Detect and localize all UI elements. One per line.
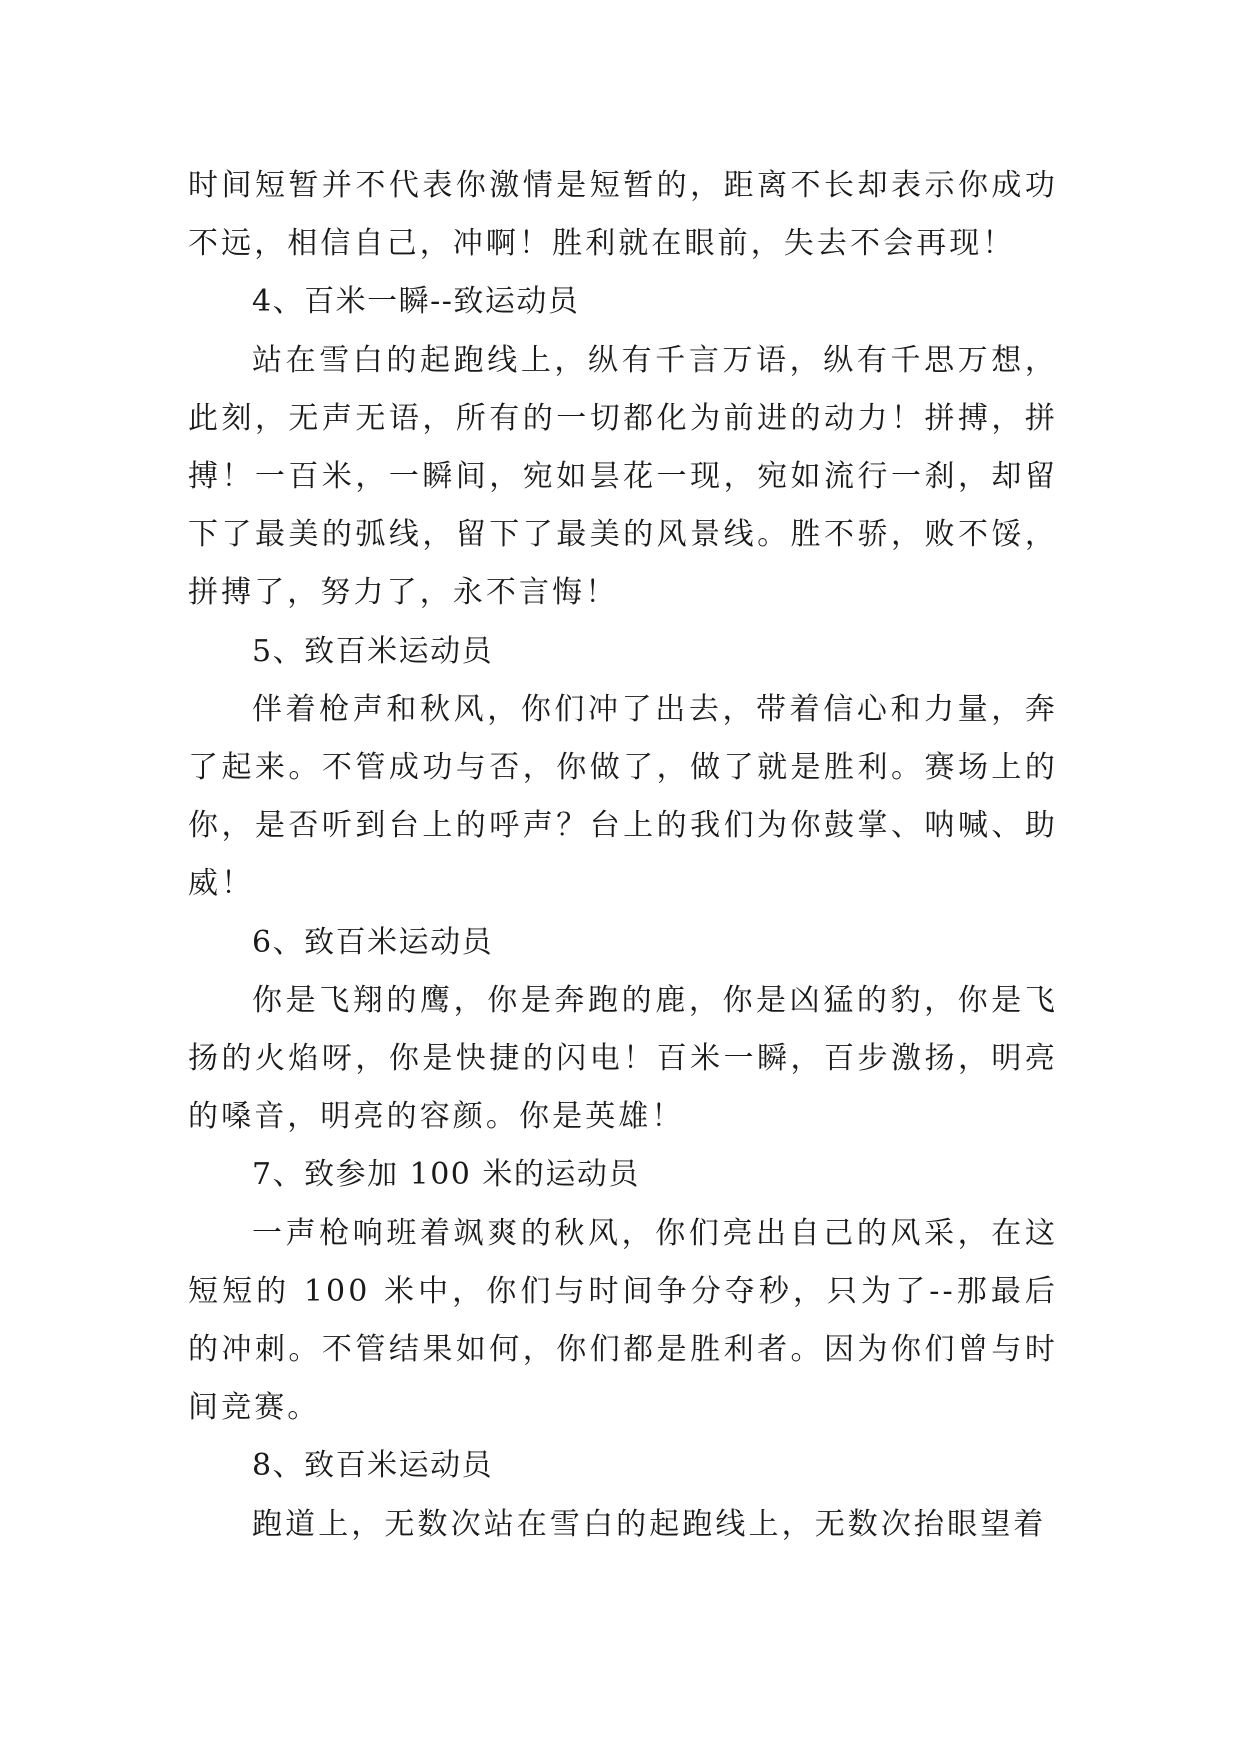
paragraph-8: 跑道上，无数次站在雪白的起跑线上，无数次抬眼望着	[252, 1506, 1047, 1542]
paragraph-7: 一声枪响班着飒爽的秋风，你们亮出自己的风采，在这短短的 100 米中，你们与时间争分夺秒，只为了--那最后的冲刺。不管结果如何，你们都是胜利者。因为你们曾与时间竞赛。	[188, 1215, 1058, 1426]
section-heading-8: 8、致百米运动员	[252, 1448, 494, 1484]
section-heading-4: 4、百米一瞬--致运动员	[252, 284, 580, 320]
section-heading-7: 7、致参加 100 米的运动员	[252, 1157, 640, 1193]
section-heading-6: 6、致百米运动员	[252, 924, 494, 960]
paragraph-continued: 时间短暂并不代表你激情是短暂的，距离不长却表示你成功不远，相信自己，冲啊！胜利就在眼前，失去不会再现！	[188, 168, 1058, 262]
paragraph-4: 站在雪白的起跑线上，纵有千言万语，纵有千思万想，此刻，无声无语，所有的一切都化为前进的动力！拼搏，拼搏！一百米，一瞬间，宛如昙花一现，宛如流行一刹，却留下了最美的弧线，留下了最美的风景线。胜不骄，败不馁，拼搏了，努力了，永不言悔！	[188, 342, 1058, 611]
paragraph-5: 伴着枪声和秋风，你们冲了出去，带着信心和力量，奔了起来。不管成功与否，你做了，做了就是胜利。赛场上的你，是否听到台上的呼声？台上的我们为你鼓掌、呐喊、助威！	[188, 691, 1058, 902]
section-heading-5: 5、致百米运动员	[252, 633, 494, 669]
paragraph-6: 你是飞翔的鹰，你是奔跑的鹿，你是凶猛的豹，你是飞扬的火焰呀，你是快捷的闪电！百米一瞬，百步激扬，明亮的嗓音，明亮的容颜。你是英雄！	[188, 982, 1058, 1135]
document-body	[188, 157, 1058, 1554]
